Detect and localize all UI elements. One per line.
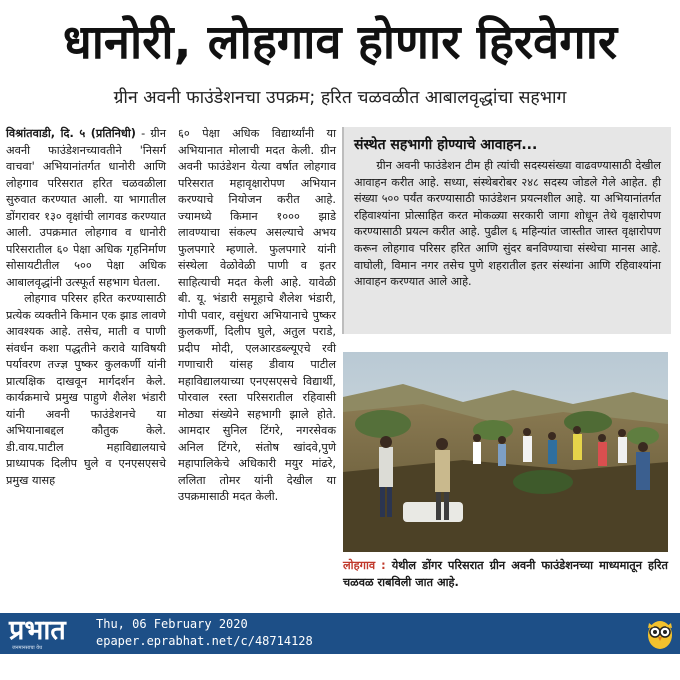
edition-date: Thu, 06 February 2020 [96,617,248,631]
appeal-box-text: ग्रीन अवनी फाउंडेशन टीम ही त्यांची सदस्यसंख्या वाढवण्यासाठी देखील आवाहन करीत आहे. सध्या, संस्थेबरोबर २४८ सदस्य जोडले गेले आहेत. ही संख्या ५०० पर्यंत करण्यासाठी फाउंडेशन प्रयत्नशील आहे. या अभियानांतर्गत रहिवाश्यांना प्रोत्साहित करत मोकळ्या सरकारी जागा शोधून तेथे वृक्षारोपण करण्यासाठी प्रयत्न करीत आहे. पुढील ६ महिन्यांत जास्तीत जास्त वृक्षारोपण करून लोहगाव परिसर हरित आणि सुंदर बनविण्याचा संस्थेचा मानस आहे. वाघोली, विमान नगर तसेच पुणे शहरातील इतर संस्थांना आणि रहिवाश्यांना आवाहन करण्यात आले आहे. [354,159,661,289]
prabhat-logo: प्रभात [9,615,66,646]
caption-location: लोहगाव : [343,559,386,572]
article-column-1 [6,126,166,489]
article-column-2 [178,126,336,506]
photo-illustration [343,352,668,552]
photo-caption [343,557,668,591]
appeal-box [342,127,671,334]
appeal-box-title: संस्थेत सहभागी होण्याचे आवाहन... [354,137,538,153]
article-paragraph-2: लोहगाव परिसर हरित करण्यासाठी प्रत्येक व्यक्तीने किमान एक झाड लावणे आवश्यक आहे. तसेच, माती व पाणी संवर्धन कशा पद्धतीने करावे याविषयी पर्यावरण तज्ज्ञ पुष्कर कुलकर्णी यांनी प्रात्यक्षिक दाखवून मार्गदर्शन केले. कार्यक्रमाचे प्रमुख पाहुणे शैलेश भंडारी यांनी अवनी फाउंडेशनचे या अभियानाबद्दल कौतुक केले. डी.वाय.पाटील महाविद्यालयाचे प्राध्यापक दिलीप घुले व एनएसएसचे प्रमुख यासह [6,292,167,487]
article-paragraph-1 [6,126,166,291]
footer-bar [0,613,680,654]
epaper-link[interactable]: epaper.eprabhat.net/c/48714128 [96,634,313,648]
article-paragraph-3: ६० पेक्षा अधिक विद्यार्थ्यांनी या अभियानात मोलाची मदत केली. ग्रीन अवनी फाउंडेशन येत्या वर्षात लोहगाव परिसरात महावृक्षारोपण अभियान करण्याचे नियोजन करीत आहे. ज्यामध्ये किमान १००० झाडे लावण्याचा संकल्प असल्याचे अभय फुलपगारे म्हणाले. फुलपगारे यांनी संस्थेला वेळोवेळी पाणी व इतर साहित्याची मदत केली आहे. यावेळी बी. यू. भंडारी समूहाचे शैलेश भंडारी, गोपी पवार, वसुंधरा अभियानाचे पुष्कर कुलकर्णी, दिलीप घुले, अतुल पराडे, प्रदीप मोदी, एलआरडब्ल्यूएचे रवी गणाचारी यांसह डीवाय पाटील महाविद्यालयाच्या एनएसएसचे विद्यार्थी, पोरवाल रस्ता परिसरातील रहिवासी मोठ्या संख्येने सहभागी झाले होते. आमदार सुनिल टिंगरे, नगरसेवक अनिल टिंगरे, संतोष खांदवे,पुणे महापालिकेचे अधिकारी मयुर मांढरे, ललिता तोमर यांनी देखील या उपक्रमासाठी मदत केली. [178,127,336,503]
headline: धानोरी, लोहगाव होणार हिरवेगार [62,15,618,70]
caption-text: येथील डोंगर परिसरात ग्रीन अवनी फाउंडेशनच्या माध्यमातून हरित चळवळ राबविली जात आहे. [343,559,668,589]
subheadline: ग्रीन अवनी फाउंडेशनचा उपक्रम; हरित चळवळीत आबालवृद्धांचा सहभाग [113,88,567,108]
paragraph-1-text: - ग्रीन अवनी फाउंडेशनच्यावतीने 'निसर्ग वाचवा' अभियानांतर्गत धानोरी आणि लोहगाव परिसरात हरित चळवळीला सुरुवात करण्यात आली. या भागातील डोंगरावर १३० वृक्षांची लागवड करण्यात आली. उपक्रमात लोहगाव व धानोरी परिसरातील ६० पेक्षा अधिक गृहनिर्माण सोसायटीतील ५०० पेक्षा अधिक आबालवृद्धांनी उत्स्फूर्त सहभाग घेतला. [6,127,166,289]
dateline: विश्रांतवाडी, दि. ५ (प्रतिनिधी) [6,127,136,140]
logo-tagline: जनमानसाचा वेध [12,645,43,651]
tree-plantation-photo [343,352,668,552]
owl-mascot-icon [645,617,675,650]
